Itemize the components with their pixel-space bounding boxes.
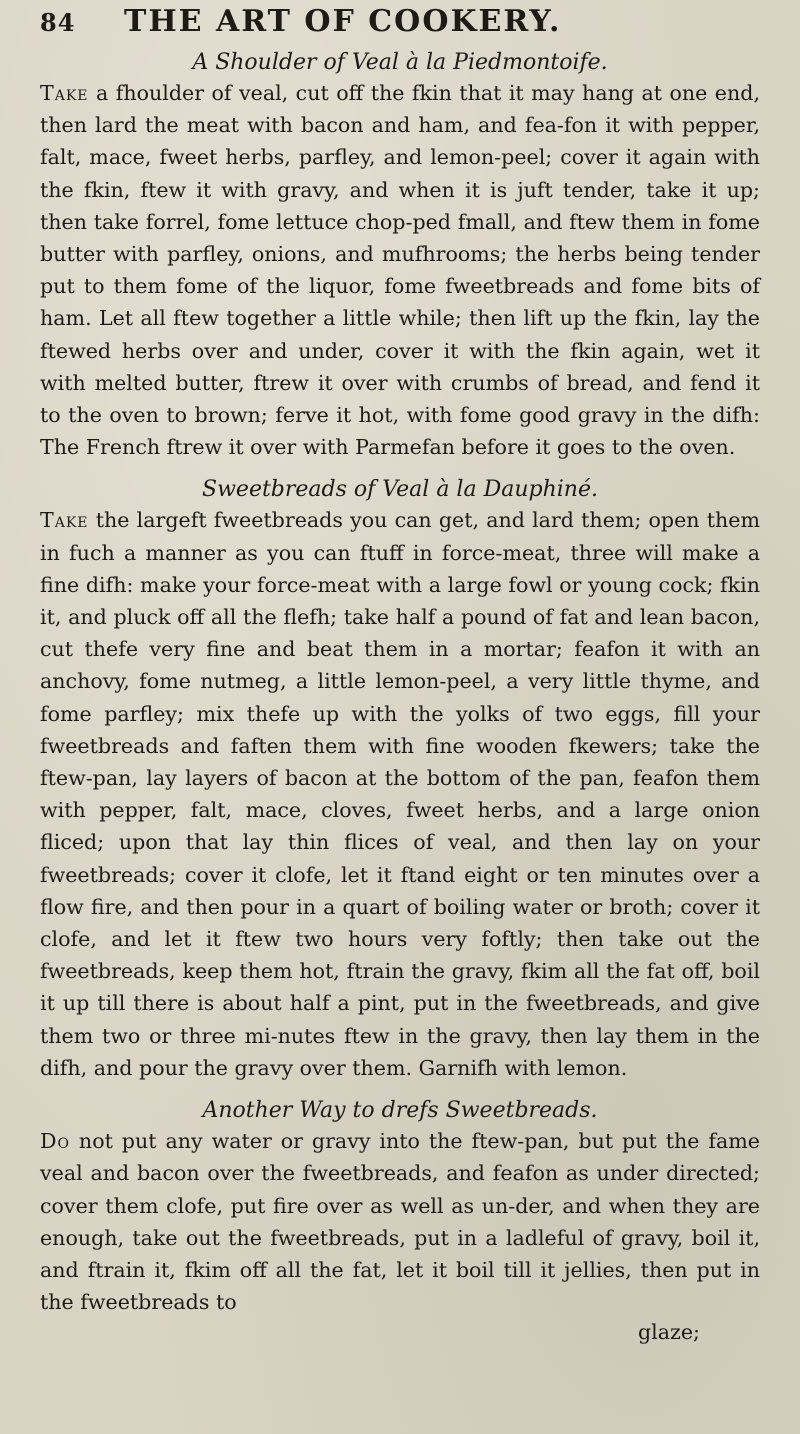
recipe-text: a fhoulder of veal, cut off the fkin that it may hang at one end, then lard the meat with bacon and ham, and fea-fon it with pepper, falt, mace, fweet herbs, parfley, and lemon-peel; cover it again with the fkin, ftew it with gravy, and when it is juft tender, take it up; then take forrel, fome lettuce chop-ped fmall, and ftew them in fome butter with parfley, onions, and mufhrooms; the herbs being tender put to them fome of the liquor, fome fweetbreads and fome bits of ham. Let all ftew together a little while; then lift up the fkin, lay the ftewed herbs over and under, cover it with the fkin again, wet it with melted butter, ftrew it over with crumbs of bread, and fend it to the oven to brown; ferve it hot, with fome good gravy in the difh: The French ftrew it over with Parmefan before it goes to the oven.: [40, 81, 760, 460]
recipe-lead-word: Do: [40, 1129, 70, 1154]
running-head: [40, 4, 760, 44]
recipe-lead-word: Take: [40, 81, 89, 105]
recipe-title: Another Way to drefs Sweetbreads.: [202, 1098, 598, 1124]
recipe-body: [40, 77, 760, 463]
recipe-another-way-sweetbreads: [40, 1098, 760, 1318]
recipe-body: [40, 1125, 760, 1318]
recipe-body: [40, 504, 760, 1084]
recipe-text: not put any water or gravy into the ftew-pan, but put the fame veal and bacon over the fweetbreads, and feafon as under directed; cover them clofe, put fire over as well as un-der, and when they are enough, take out the fweetbreads, put in a ladleful of gravy, boil it, and ftrain it, fkim off all the fat, let it boil till it jellies, then put in the fweetbreads to: [40, 1129, 760, 1315]
page-number: 84: [40, 8, 76, 37]
recipe-title: Sweetbreads of Veal à la Dauphiné.: [202, 477, 598, 503]
catchword: glaze;: [637, 1320, 700, 1345]
recipe-title: A Shoulder of Veal à la Piedmontoife.: [192, 50, 608, 75]
recipe-text: the largeft fweetbreads you can get, and lard them; open them in fuch a manner as you can ftuff in force-meat, three will make a fine difh: make your force-meat with a large fowl or young cock; fkin it, and pluck off all the flefh; take half a pound of fat and lean bacon, cut thefe very fine and beat them in a mortar; feafon it with an anchovy, fome nutmeg, a little lemon-peel, a very little thyme, and fome parfley; mix thefe up with the yolks of two eggs, fill your fweetbreads and faften them with fine wooden fkewers; take the ftew-pan, lay layers of bacon at the bottom of the pan, feafon them with pepper, falt, mace, cloves, fweet herbs, and a large onion fliced; upon that lay thin flices of veal, and then lay on your fweetbreads; cover it clofe, let it ftand eight or ten minutes over a flow fire, and then pour in a quart of boiling water or broth; cover it clofe, and let it ftew two hours very foftly; then take out the fweetbreads, keep them hot, ftrain the gravy, fkim all the fat off, boil it up till there is about half a pint, put in the fweetbreads, and give them two or three mi-nutes ftew in the gravy, then lay them in the difh, and pour the gravy over them. Garnifh with lemon.: [40, 508, 760, 1080]
recipe-sweetbreads-dauphine: [40, 477, 760, 1084]
recipe-lead-word: Take: [40, 508, 89, 533]
running-title: THE ART OF COOKERY.: [124, 4, 562, 39]
recipe-shoulder-of-veal: [40, 50, 760, 463]
